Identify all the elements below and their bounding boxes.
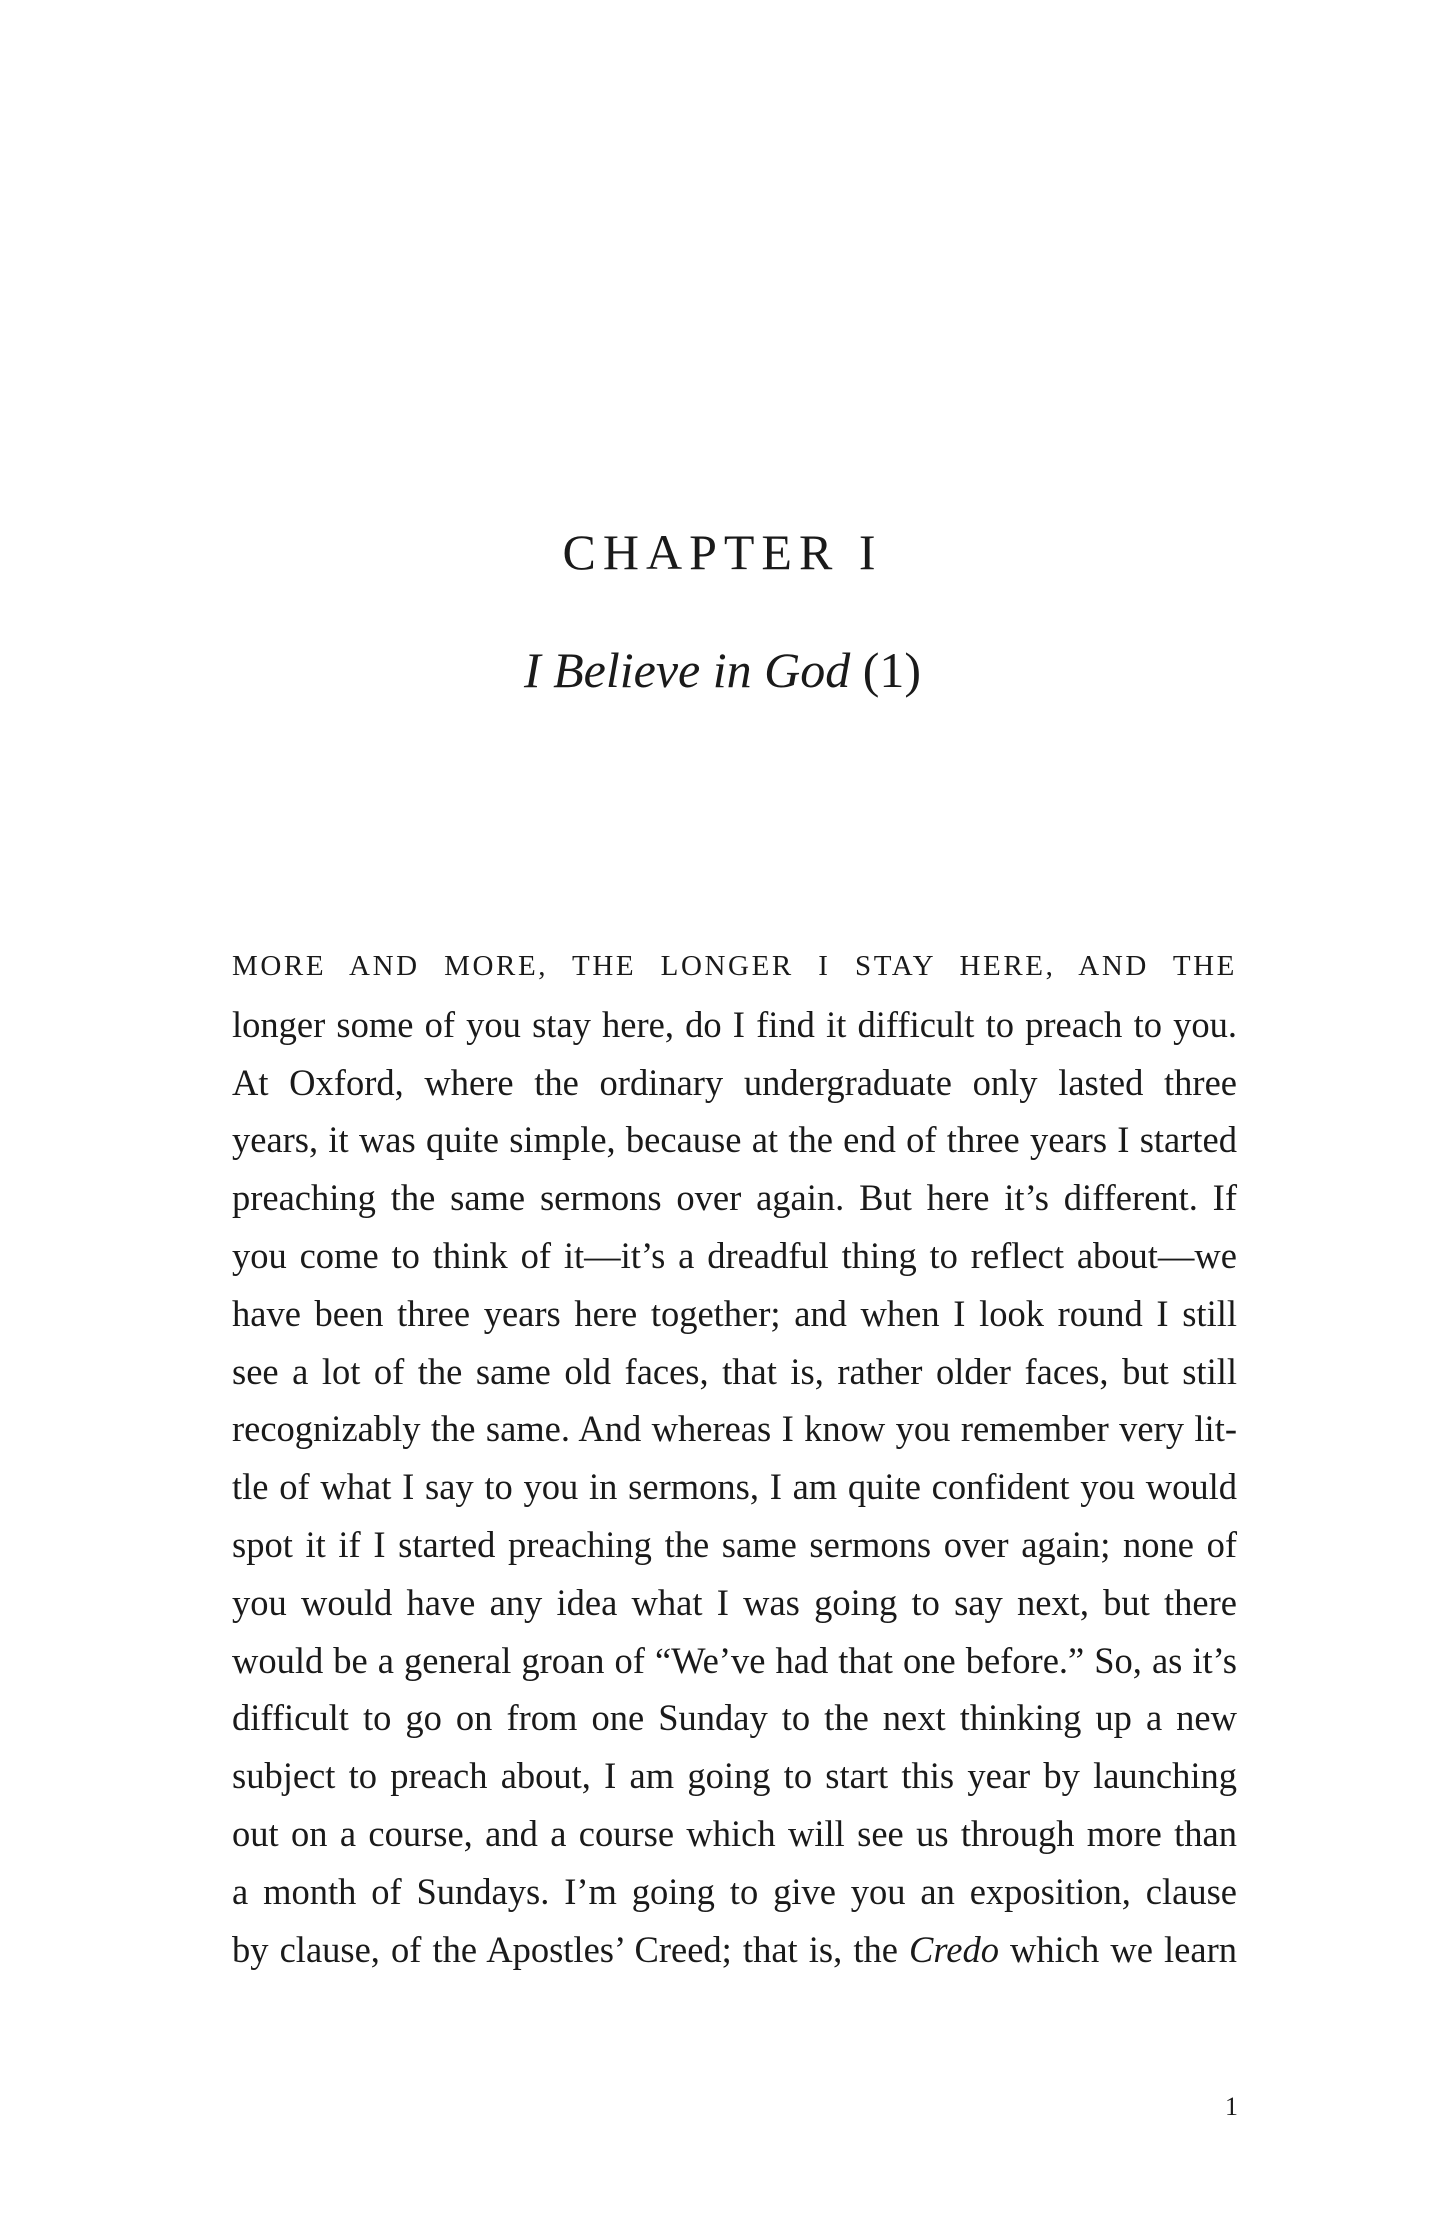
last-line-start: by clause, of the Apostles’ Creed; that is, the xyxy=(232,1928,910,1970)
paragraph-line: longer some of you stay here, do I find it difficult to preach to you. xyxy=(232,1003,1237,1045)
paragraph-line: would be a general groan of “We’ve had that one before.” So, as it’s xyxy=(232,1639,1237,1681)
paragraph-line: you would have any idea what I was going to say next, but there xyxy=(232,1581,1237,1623)
paragraph-line: recognizably the same. And whereas I know you remember very lit- xyxy=(232,1408,1237,1450)
paragraph-line: MORE AND MORE, THE LONGER I STAY HERE, AND THE xyxy=(232,950,1237,982)
chapter-label: CHAPTER I xyxy=(562,524,883,580)
body-paragraph xyxy=(232,938,1237,1978)
paragraph-line: subject to preach about, I am going to start this year by launching xyxy=(232,1755,1237,1797)
chapter-title-number: (1) xyxy=(850,642,922,698)
paragraph-line: tle of what I say to you in sermons, I am quite confident you would xyxy=(232,1466,1237,1508)
paragraph-line: preaching the same sermons over again. But here it’s different. If xyxy=(232,1177,1237,1219)
paragraph-line: you come to think of it—it’s a dreadful thing to reflect about—we xyxy=(232,1234,1237,1276)
paragraph-line: see a lot of the same old faces, that is, rather older faces, but still xyxy=(232,1350,1237,1392)
paragraph-line: have been three years here together; and when I look round I still xyxy=(232,1292,1237,1334)
paragraph-line-last xyxy=(232,1921,1237,1979)
paragraph-line: difficult to go on from one Sunday to the next thinking up a new xyxy=(232,1697,1237,1739)
paragraph-line: out on a course, and a course which will see us through more than xyxy=(232,1812,1237,1854)
chapter-title xyxy=(0,640,1445,700)
last-line-end: which we learn xyxy=(998,1928,1237,1970)
paragraph-line: a month of Sundays. I’m going to give you an exposition, clause xyxy=(232,1870,1237,1912)
page-number: 1 xyxy=(1225,2092,1238,2121)
paragraph-line: At Oxford, where the ordinary undergraduate only lasted three xyxy=(232,1061,1237,1103)
paragraph-line: spot it if I started preaching the same sermons over again; none of xyxy=(232,1523,1237,1565)
credo-italic: Credo xyxy=(909,1928,999,1970)
paragraph-line: years, it was quite simple, because at the end of three years I started xyxy=(232,1119,1237,1161)
chapter-title-main: I Believe in God xyxy=(523,642,851,698)
